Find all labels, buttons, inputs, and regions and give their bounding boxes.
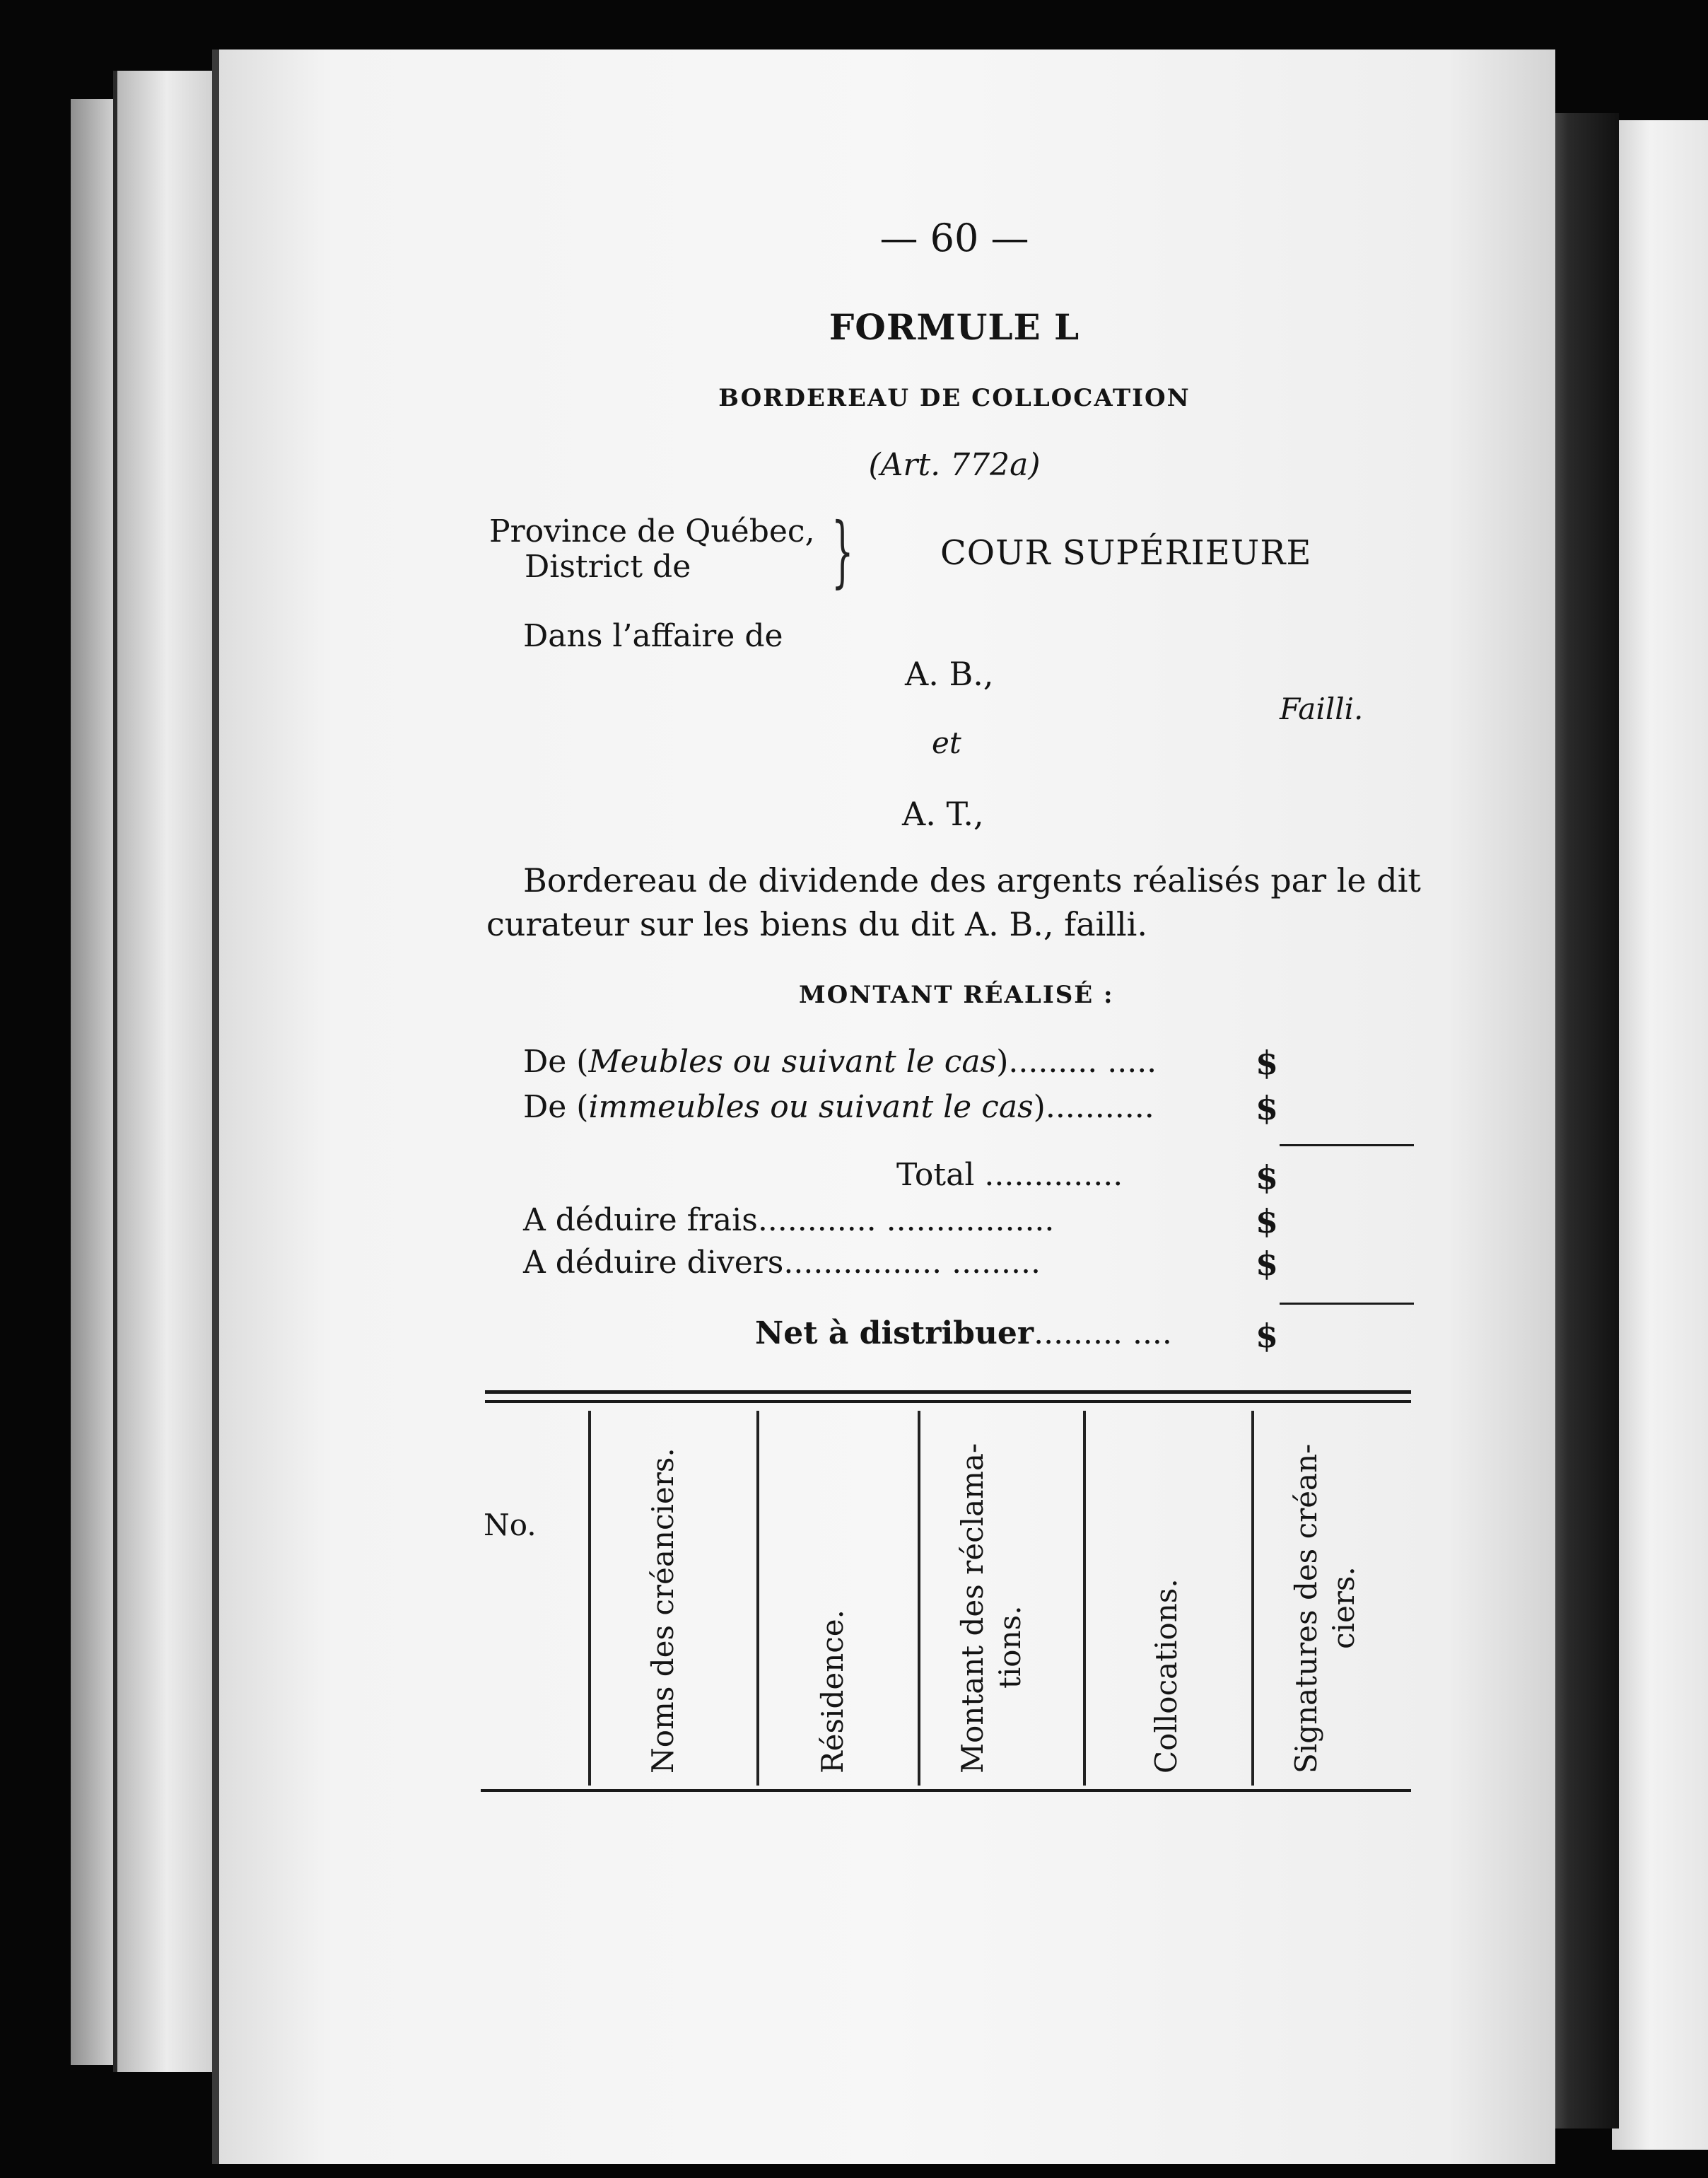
row-prefix: Total bbox=[896, 1157, 985, 1193]
row-prefix: De ( bbox=[523, 1044, 589, 1080]
table-header-no: No. bbox=[484, 1508, 537, 1542]
party-role: Failli. bbox=[1280, 692, 1364, 726]
table-column-divider bbox=[918, 1411, 920, 1786]
header-line: ciers. bbox=[1326, 1566, 1361, 1649]
dollar-sign: $ bbox=[1256, 1245, 1279, 1283]
montant-row bbox=[523, 1202, 1055, 1238]
table-top-rule-2 bbox=[485, 1400, 1411, 1403]
montant-row bbox=[523, 1089, 1154, 1125]
left-page-edge bbox=[113, 71, 216, 2072]
row-leader: .............. bbox=[984, 1157, 1123, 1193]
montant-row bbox=[523, 1044, 1157, 1080]
district-label: District de bbox=[525, 549, 691, 585]
table-column-divider bbox=[1251, 1411, 1254, 1786]
row-prefix: A déduire frais bbox=[523, 1202, 758, 1238]
row-prefix: A déduire divers bbox=[523, 1245, 784, 1281]
table-header-collocations bbox=[1148, 1578, 1186, 1774]
table-column-divider bbox=[756, 1411, 759, 1786]
sum-rule bbox=[1280, 1303, 1414, 1305]
court-name: COUR SUPÉRIEURE bbox=[940, 533, 1312, 573]
article-reference: (Art. 772a) bbox=[868, 447, 1041, 483]
row-leader: )......... ..... bbox=[996, 1044, 1157, 1080]
party-connector: et bbox=[932, 726, 961, 760]
form-subtitle: BORDEREAU DE COLLOCATION bbox=[718, 384, 1191, 412]
table-column-divider bbox=[1083, 1411, 1086, 1786]
table-bottom-rule bbox=[481, 1789, 1411, 1792]
affaire-label: Dans l’affaire de bbox=[523, 618, 783, 654]
table-header-creditors bbox=[645, 1448, 682, 1774]
header-line: tions. bbox=[992, 1605, 1027, 1689]
table-header-residence bbox=[814, 1609, 852, 1774]
sum-rule bbox=[1280, 1144, 1414, 1146]
table-header-signatures bbox=[1288, 1444, 1362, 1774]
brace-icon: } bbox=[831, 506, 854, 596]
form-title: FORMULE L bbox=[829, 306, 1080, 348]
intro-line-2: curateur sur les biens du dit A. B., failli. bbox=[486, 905, 1148, 943]
dollar-sign: $ bbox=[1256, 1089, 1279, 1127]
row-prefix: Net à distribuer bbox=[755, 1315, 1034, 1351]
row-leader: ................ ......... bbox=[783, 1245, 1041, 1281]
montant-row-total bbox=[896, 1157, 1123, 1193]
dollar-sign: $ bbox=[1256, 1044, 1279, 1082]
right-page-edge bbox=[1612, 120, 1708, 2150]
row-italic: immeubles ou suivant le cas bbox=[588, 1089, 1034, 1125]
montant-row-net bbox=[755, 1315, 1172, 1351]
party-bankrupt: A. B., bbox=[905, 655, 994, 693]
montant-heading: MONTANT RÉALISÉ : bbox=[799, 981, 1114, 1009]
table-top-rule bbox=[485, 1390, 1411, 1394]
header-line: Montant des réclama- bbox=[955, 1443, 990, 1774]
row-italic: Meubles ou suivant le cas bbox=[588, 1044, 997, 1080]
dollar-sign: $ bbox=[1256, 1202, 1279, 1240]
header-line: Noms des créanciers. bbox=[645, 1448, 680, 1774]
party-curator: A. T., bbox=[902, 795, 984, 833]
header-line: Collocations. bbox=[1149, 1578, 1183, 1774]
page-number: — 60 — bbox=[879, 216, 1029, 260]
montant-row bbox=[523, 1247, 1041, 1279]
dollar-sign: $ bbox=[1256, 1317, 1279, 1355]
row-leader: ......... .... bbox=[1034, 1315, 1172, 1351]
header-line: Résidence. bbox=[815, 1609, 850, 1774]
province-label: Province de Québec, bbox=[489, 513, 815, 549]
row-leader: ............ ................. bbox=[757, 1202, 1055, 1238]
row-prefix: De ( bbox=[523, 1089, 589, 1125]
row-leader: )........... bbox=[1033, 1089, 1154, 1125]
dollar-sign: $ bbox=[1256, 1158, 1279, 1196]
table-header-claims bbox=[954, 1443, 1029, 1774]
intro-line-1: Bordereau de dividende des argents réalisés par le dit bbox=[523, 861, 1421, 899]
table-column-divider bbox=[588, 1411, 591, 1786]
header-line: Signatures des créan- bbox=[1289, 1443, 1323, 1774]
